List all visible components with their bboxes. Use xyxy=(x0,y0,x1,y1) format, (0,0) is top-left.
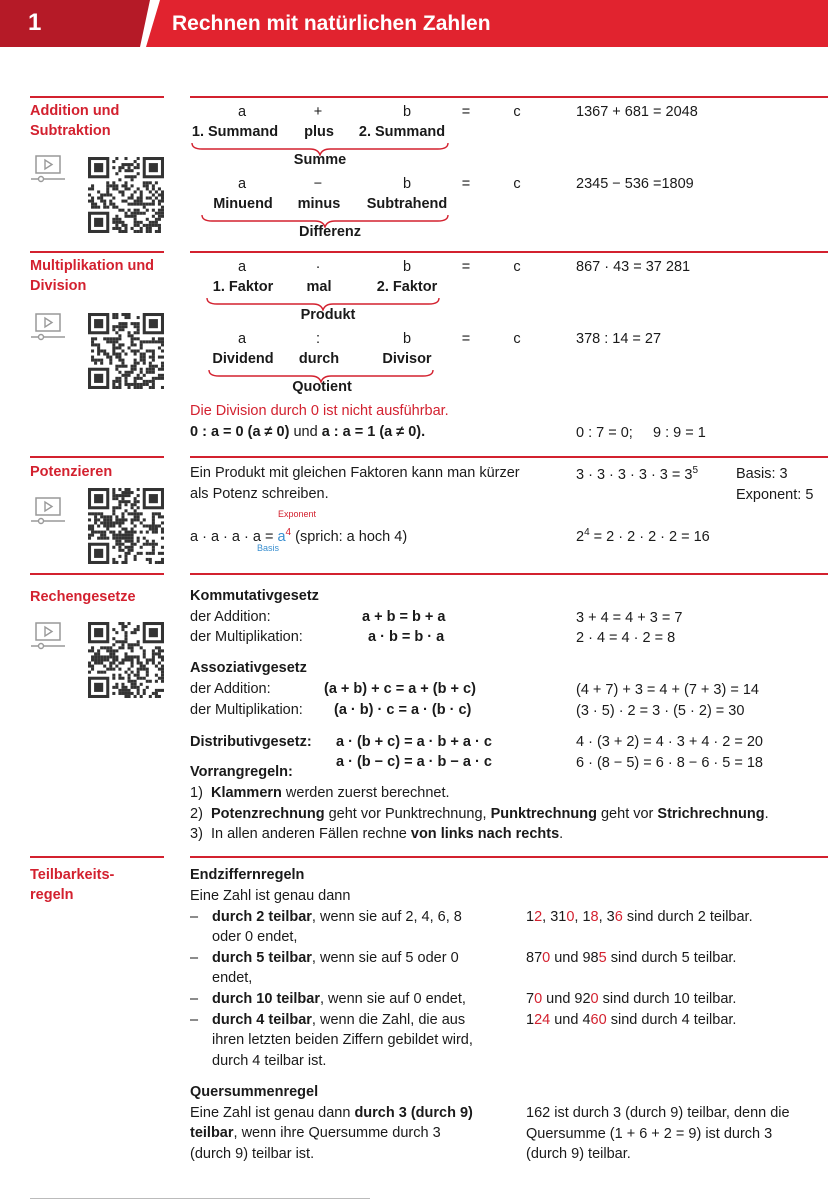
section-divider xyxy=(190,456,828,458)
end-item-3: durch 10 teilbar, wenn sie auf 0 endet, xyxy=(212,991,466,1007)
asso-title: Assoziativgesetz xyxy=(190,660,307,676)
komm-add-example: 3 + 4 = 4 + 3 = 7 xyxy=(576,610,683,626)
vorrang-rule-2: 2) Potenzrechnung geht vor Punktrechnung, Punktrechnung geht vor Strichrechnung. xyxy=(190,806,769,822)
potenz-text-2: als Potenz schreiben. xyxy=(190,486,329,502)
section-divider xyxy=(190,573,828,575)
section-title-teilbarkeit: Teilbarkeits- regeln xyxy=(30,867,115,903)
quer-text-3: (durch 9) teilbar ist. xyxy=(190,1146,315,1162)
end-item-4c: durch 4 teilbar ist. xyxy=(212,1053,327,1069)
dist-title: Distributivgesetz: xyxy=(190,734,312,750)
video-icon[interactable] xyxy=(30,497,66,525)
qr-code-icon[interactable] xyxy=(88,313,164,389)
potenz-exponent: Exponent: 5 xyxy=(736,487,814,503)
end-item-4b: ihren letzten beiden Ziffern gebildet wird, xyxy=(212,1032,473,1048)
chapter-number-box xyxy=(0,0,150,47)
exponent-label: Exponent xyxy=(278,509,317,519)
sub-eq: = xyxy=(461,176,471,192)
footer-line xyxy=(30,1198,370,1199)
sub-example: 2345 − 536 =1809 xyxy=(576,176,694,192)
quer-text-1: Eine Zahl ist genau dann durch 3 (durch 9) xyxy=(190,1105,473,1121)
komm-title: Kommutativgesetz xyxy=(190,588,319,604)
section-divider xyxy=(30,96,164,98)
add-c: c xyxy=(513,104,521,120)
asso-mul-example: (3 · 5) · 2 = 3 · (5 · 2) = 30 xyxy=(576,703,745,719)
basis-label: Basis xyxy=(257,543,280,553)
add-plus-word: plus xyxy=(304,124,334,140)
mul-factor1: 1. Faktor xyxy=(212,279,274,295)
end-dash-4: – xyxy=(190,1012,199,1028)
end-item-2: durch 5 teilbar, wenn sie auf 5 oder 0 xyxy=(212,950,459,966)
asso-add-label: der Addition: xyxy=(190,681,271,697)
asso-mul: (a · b) · c = a · (b · c) xyxy=(334,702,472,718)
quer-example-1: 162 ist durch 3 (durch 9) teilbar, denn die xyxy=(526,1105,790,1121)
chapter-number: 1 xyxy=(28,9,42,36)
section-title-addition: Addition und Subtraktion xyxy=(30,103,120,139)
komm-mul-label: der Multiplikation: xyxy=(190,629,303,645)
vorrang-title: Vorrangregeln: xyxy=(190,764,293,780)
qr-code-icon[interactable] xyxy=(88,622,164,698)
video-icon[interactable] xyxy=(30,155,66,183)
division-rule-example: 0 : 7 = 0; 9 : 9 = 1 xyxy=(576,425,706,441)
div-word: durch xyxy=(298,351,340,367)
section-divider xyxy=(190,96,828,98)
div-divisor: Divisor xyxy=(382,351,432,367)
komm-add: a + b = b + a xyxy=(362,609,446,625)
vorrang-rule-3: 3) In allen anderen Fällen rechne von links nach rechts. xyxy=(190,826,564,842)
div-result: Quotient xyxy=(292,379,352,395)
sub-minus: − xyxy=(313,176,323,192)
potenz-text-1: Ein Produkt mit gleichen Faktoren kann man kürzer xyxy=(190,465,520,481)
dist-2: a · (b − c) = a · b − a · c xyxy=(336,754,492,770)
sub-result: Differenz xyxy=(298,224,362,240)
mul-eq: = xyxy=(461,259,471,275)
quer-title: Quersummenregel xyxy=(190,1084,319,1100)
sub-subtrahend: Subtrahend xyxy=(366,196,448,212)
end-dash-1: – xyxy=(190,909,199,925)
sub-a: a xyxy=(237,176,247,192)
end-item-1: durch 2 teilbar, wenn sie auf 2, 4, 6, 8 xyxy=(212,909,462,925)
div-c: c xyxy=(513,331,521,347)
chapter-header xyxy=(0,0,828,47)
div-a: a xyxy=(237,331,247,347)
sub-c: c xyxy=(513,176,521,192)
mul-a: a xyxy=(237,259,247,275)
end-item-1b: oder 0 endet, xyxy=(212,929,298,945)
section-divider xyxy=(30,456,164,458)
end-dash-3: – xyxy=(190,991,199,1007)
div-dividend: Dividend xyxy=(212,351,274,367)
mul-result: Produkt xyxy=(300,307,356,323)
potenz-example-2: $2^4 = 2 \cdot 2 \cdot 2 \cdot 2 = 16$ xyxy=(576,527,710,545)
end-title: Endziffernregeln xyxy=(190,867,305,883)
potenz-example: $3 \cdot 3 \cdot 3 \cdot 3 \cdot 3 = 3^5$ xyxy=(576,465,699,483)
mul-example: 867 · 43 = 37 281 xyxy=(576,259,691,275)
end-intro: Eine Zahl ist genau dann xyxy=(190,888,351,904)
komm-mul-example: 2 · 4 = 4 · 2 = 8 xyxy=(576,630,676,646)
add-summand2: 2. Summand xyxy=(358,124,446,140)
div-eq: = xyxy=(461,331,471,347)
asso-add: (a + b) + c = a + (b + c) xyxy=(324,681,476,697)
add-b: b xyxy=(402,104,412,120)
dist-2-example: 6 · (8 − 5) = 6 · 8 − 6 · 5 = 18 xyxy=(576,755,763,771)
komm-mul: a · b = b · a xyxy=(368,629,445,645)
asso-add-example: (4 + 7) + 3 = 4 + (7 + 3) = 14 xyxy=(576,682,759,698)
end-item-4: durch 4 teilbar, wenn die Zahl, die aus xyxy=(212,1012,466,1028)
potenz-basis: Basis: 3 xyxy=(736,466,788,482)
quer-example-3: (durch 9) teilbar. xyxy=(526,1146,631,1162)
section-divider xyxy=(30,251,164,253)
add-example: 1367 + 681 = 2048 xyxy=(576,104,698,120)
div-example: 378 : 14 = 27 xyxy=(576,331,662,347)
dist-1: a · (b + c) = a · b + a · c xyxy=(336,734,492,750)
mul-word: mal xyxy=(306,279,332,295)
end-item-2b: endet, xyxy=(212,970,253,986)
quer-text-2: teilbar, wenn ihre Quersumme durch 3 xyxy=(190,1125,441,1141)
qr-code-icon[interactable] xyxy=(88,488,164,564)
add-a: a xyxy=(237,104,247,120)
video-icon[interactable] xyxy=(30,622,66,650)
section-title-gesetze: Rechengesetze xyxy=(30,589,136,605)
div-b: b xyxy=(402,331,412,347)
div-colon: : xyxy=(315,331,321,347)
qr-code-icon[interactable] xyxy=(88,157,164,233)
add-summand1: 1. Summand xyxy=(191,124,279,140)
mul-factor2: 2. Faktor xyxy=(376,279,438,295)
sub-minus-word: minus xyxy=(297,196,341,212)
section-title-potenz: Potenzieren xyxy=(30,464,113,480)
end-dash-2: – xyxy=(190,950,199,966)
potenz-formula: $a \cdot a \cdot a \cdot a = a^4$ (sprich: a hoch 4) xyxy=(190,527,408,545)
mul-b: b xyxy=(402,259,412,275)
section-divider xyxy=(30,856,164,858)
add-plus: + xyxy=(313,104,323,120)
mul-dot: · xyxy=(315,259,321,275)
section-divider xyxy=(190,251,828,253)
division-rules: 0 : a = 0 (a ≠ 0) und a : a = 1 (a ≠ 0). xyxy=(190,424,426,440)
end-example-2: 870 und 985 sind durch 5 teilbar. xyxy=(526,950,737,966)
video-icon[interactable] xyxy=(30,313,66,341)
add-result: Summe xyxy=(293,152,347,168)
sub-minuend: Minuend xyxy=(213,196,273,212)
vorrang-rule-1: 1) Klammern werden zuerst berechnet. xyxy=(190,785,450,801)
division-zero-note: Die Division durch 0 ist nicht ausführbar. xyxy=(190,403,449,419)
section-divider xyxy=(30,573,164,575)
quer-example-2: Quersumme (1 + 6 + 2 = 9) ist durch 3 xyxy=(526,1126,773,1142)
asso-mul-label: der Multiplikation: xyxy=(190,702,303,718)
mul-c: c xyxy=(513,259,521,275)
dist-1-example: 4 · (3 + 2) = 4 · 3 + 4 · 2 = 20 xyxy=(576,734,763,750)
chapter-title: Rechnen mit natürlichen Zahlen xyxy=(172,12,491,35)
end-example-3: 70 und 920 sind durch 10 teilbar. xyxy=(526,991,737,1007)
komm-add-label: der Addition: xyxy=(190,609,271,625)
end-example-1: 12, 310, 18, 36 sind durch 2 teilbar. xyxy=(526,909,753,925)
end-example-4: 124 und 460 sind durch 4 teilbar. xyxy=(526,1012,737,1028)
section-divider xyxy=(190,856,828,858)
add-eq: = xyxy=(461,104,471,120)
sub-b: b xyxy=(402,176,412,192)
section-title-multiplication: Multiplikation und Division xyxy=(30,258,155,294)
